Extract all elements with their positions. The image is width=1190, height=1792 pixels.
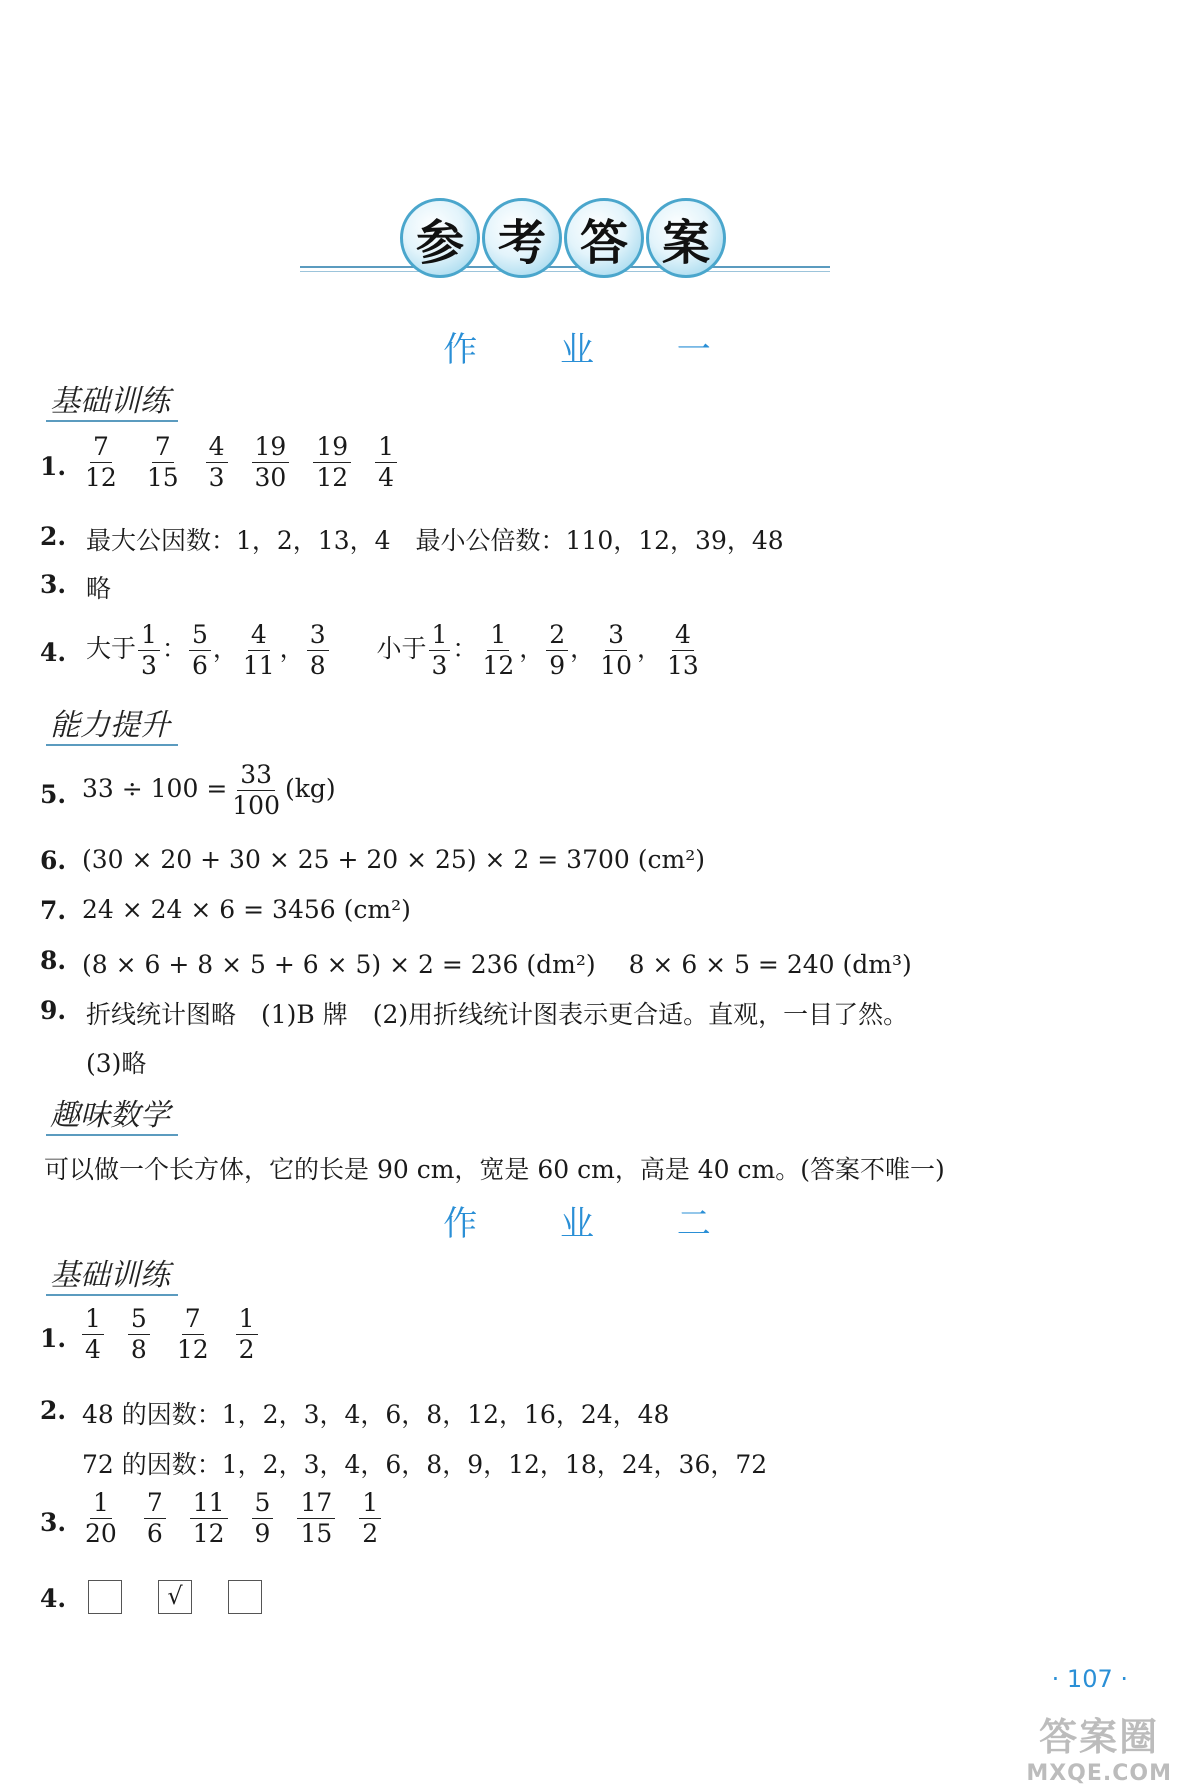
answer-box-checked: √ <box>158 1580 192 1614</box>
numerator: 11 <box>190 1488 228 1519</box>
denominator: 6 <box>191 651 208 680</box>
fraction <box>664 620 702 681</box>
numerator: 17 <box>297 1488 335 1519</box>
title-char: 案 <box>646 198 726 278</box>
hw1-q9-answer-cont: (3)略 <box>86 1049 147 1078</box>
denominator: 20 <box>85 1519 117 1548</box>
item-number: 9. <box>40 996 67 1025</box>
item-number: 8. <box>40 946 67 975</box>
numerator: 4 <box>206 432 228 463</box>
hw2-q3-answer <box>70 1488 393 1549</box>
item-number: 2. <box>40 1396 67 1425</box>
denominator: 12 <box>482 651 515 680</box>
numerator: 19 <box>252 432 290 463</box>
subheading-basic-training: 基础训练 <box>46 376 178 422</box>
fraction: $\frac{1}{3}$ <box>138 620 160 681</box>
denominator: 4 <box>85 1335 101 1364</box>
page-number: · 107 · <box>1051 1665 1128 1693</box>
fraction <box>313 432 351 493</box>
fraction <box>206 432 228 493</box>
hw1-q7-answer: 24 × 24 × 6 = 3456 (cm²) <box>82 895 411 924</box>
fraction <box>190 1488 228 1549</box>
fraction <box>236 1304 258 1365</box>
item-number: 6. <box>40 846 67 875</box>
watermark-logo <box>1026 1706 1172 1786</box>
hw2-q2-answer: 48 的因数：1，2，3，4，6，8，12，16，24，48 <box>82 1400 670 1429</box>
title-char: 考 <box>482 198 562 278</box>
title-char: 答 <box>564 198 644 278</box>
denominator: 4 <box>378 463 395 492</box>
numerator: 1 <box>82 1304 104 1335</box>
hw1-q6-answer: (30 × 20 + 30 × 25 + 20 × 25) × 2 = 3700 (cm²) <box>82 845 705 874</box>
denominator: 30 <box>254 463 287 492</box>
watermark-text: 答案圈 <box>1039 1715 1160 1759</box>
hw1-q4-answer: 大于 $\frac{1}{3}$ ： $\frac{5}{6}$ ， $\frac{4}{11}$ ， $\frac{3}{8}$ 小于 $\frac{1}{3}$ ： $\frac{1}{12}$ ， $\frac{2}{9}$ ， $\frac{3}{10}$ ， $\frac{4}{13}$ <box>86 620 704 681</box>
denominator: 8 <box>130 1335 147 1364</box>
item-number: 5. <box>40 780 67 809</box>
denominator: 12 <box>85 463 117 492</box>
hw1-q5-answer: 33 ÷ 100 = $\frac{33}{100}$ (kg) <box>82 760 336 820</box>
hw1-q2-answer: 最大公因数：1，2，13，4 最小公倍数：110，12，39，48 <box>86 526 784 555</box>
hw2-q2-answer-cont: 72 的因数：1，2，3，4，6，8，9，12，18，24，36，72 <box>82 1450 768 1479</box>
fraction <box>144 432 182 493</box>
fraction <box>479 620 517 681</box>
section-heading-hw2: 作 业 二 <box>443 1204 747 1244</box>
subheading-fun-math: 趣味数学 <box>46 1090 178 1136</box>
numerator: 4 <box>248 620 270 651</box>
fraction: $\frac{33}{100}$ <box>232 760 280 820</box>
page-title <box>400 198 730 286</box>
denominator: 3 <box>208 463 225 492</box>
fraction <box>359 1488 381 1549</box>
subheading-ability: 能力提升 <box>46 700 178 746</box>
less-fracs: $\frac{1}{12}$ ， $\frac{2}{9}$ ， $\frac{3}{10}$ ， $\frac{4}{13}$ <box>477 634 703 663</box>
fraction <box>252 1488 274 1549</box>
denominator: 15 <box>146 463 179 492</box>
item-number: 2. <box>40 522 67 551</box>
denominator: 6 <box>146 1519 163 1548</box>
numerator: 1 <box>487 620 509 651</box>
item-number: 1. <box>40 1324 67 1353</box>
item-number: 4. <box>40 638 67 667</box>
fraction <box>252 432 290 493</box>
less-than-label: 小于 <box>376 634 427 663</box>
numerator: 3 <box>307 620 329 651</box>
subheading-basic-training: 基础训练 <box>46 1250 178 1296</box>
fraction <box>297 1488 335 1549</box>
denominator: 10 <box>600 651 632 680</box>
watermark-url: MXQE.COM <box>1026 1761 1172 1786</box>
item-number: 4. <box>40 1584 67 1613</box>
fraction <box>82 432 120 493</box>
numerator: 7 <box>90 432 112 463</box>
numerator: 1 <box>90 1488 112 1519</box>
numerator: 1 <box>359 1488 381 1519</box>
numerator: 7 <box>144 1488 166 1519</box>
fraction <box>189 620 211 681</box>
denominator: 12 <box>316 463 349 492</box>
hw1-q1-answer <box>70 432 409 493</box>
fraction <box>240 620 278 681</box>
numerator: 1 <box>236 1304 258 1335</box>
denominator: 2 <box>238 1335 255 1364</box>
item-number: 3. <box>40 570 67 599</box>
denominator: 13 <box>667 651 699 680</box>
numerator: 5 <box>252 1488 274 1519</box>
denominator: 12 <box>192 1519 225 1548</box>
answer-box-empty <box>88 1580 122 1614</box>
title-char: 参 <box>400 198 480 278</box>
section-heading-hw1: 作 业 一 <box>443 330 747 370</box>
numerator: 3 <box>605 620 627 651</box>
fraction <box>546 620 568 681</box>
fraction <box>82 1304 104 1365</box>
fraction <box>144 1488 166 1549</box>
numerator: 7 <box>152 432 174 463</box>
fraction <box>375 432 397 493</box>
item-number: 1. <box>40 452 67 481</box>
item-number: 3. <box>40 1508 67 1537</box>
denominator: 9 <box>254 1519 271 1548</box>
denominator: 8 <box>309 651 326 680</box>
fraction <box>307 620 329 681</box>
denominator: 9 <box>549 651 566 680</box>
fraction <box>597 620 635 681</box>
hw1-q9-answer: 折线统计图略 (1)B 牌 (2)用折线统计图表示更合适。直观，一目了然。 <box>86 1000 909 1029</box>
numerator: 2 <box>546 620 568 651</box>
fraction: $\frac{1}{3}$ <box>429 620 451 681</box>
fun-math-answer: 可以做一个长方体，它的长是 90 cm，宽是 60 cm，高是 40 cm。(答案不唯一) <box>44 1155 945 1184</box>
fraction <box>174 1304 212 1365</box>
numerator: 4 <box>672 620 694 651</box>
denominator: 15 <box>300 1519 333 1548</box>
numerator: 19 <box>313 432 351 463</box>
numerator: 5 <box>128 1304 150 1335</box>
answer-box-empty <box>228 1580 262 1614</box>
denominator: 2 <box>362 1519 379 1548</box>
hw2-q1-answer <box>70 1304 270 1365</box>
numerator: 7 <box>182 1304 204 1335</box>
hw1-q3-answer: 略 <box>86 574 112 603</box>
numerator: 5 <box>189 620 211 651</box>
fraction <box>128 1304 150 1365</box>
denominator: 12 <box>176 1335 209 1364</box>
greater-than-label: 大于 <box>86 634 137 663</box>
numerator: 1 <box>375 432 397 463</box>
hw1-q8-answer: (8 × 6 + 8 × 5 + 6 × 5) × 2 = 236 (dm²) 8 × 6 × 5 = 240 (dm³) <box>82 950 912 979</box>
denominator: 11 <box>242 651 275 680</box>
fraction <box>82 1488 120 1549</box>
greater-fracs: $\frac{5}{6}$ ， $\frac{4}{11}$ ， $\frac{3}{8}$ <box>187 634 331 663</box>
item-number: 7. <box>40 896 67 925</box>
